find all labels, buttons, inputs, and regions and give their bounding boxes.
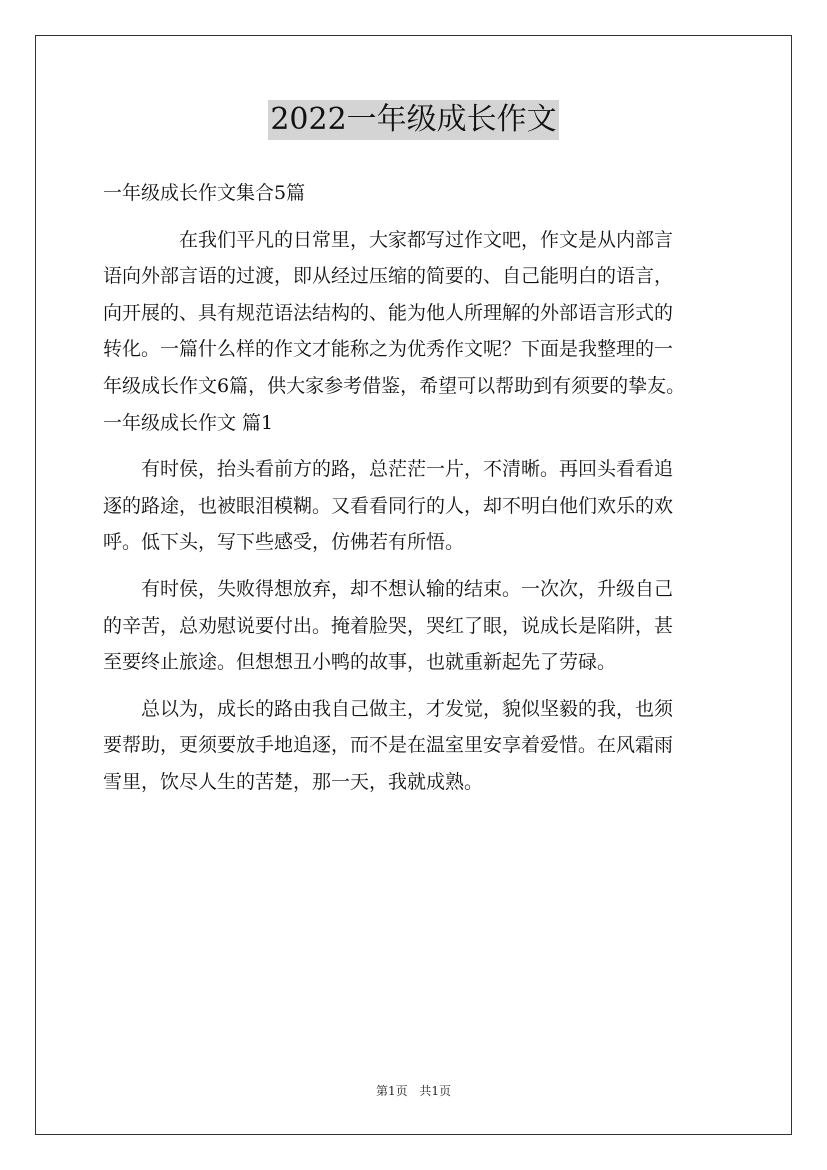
paragraph-3 <box>103 691 733 801</box>
text-line: 年级成长作文6篇，供大家参考借鉴，希望可以帮助到有须要的挚友。 <box>103 374 686 397</box>
text-line: 要帮助，更须要放手地追逐，而不是在温室里安享着爱惜。在风霜雨 <box>103 734 674 757</box>
text-line: 雪里，饮尽人生的苦楚，那一天，我就成熟。 <box>103 770 484 793</box>
text-line: 有时侯，抬头看前方的路，总茫茫一片，不清晰。再回头看看追 <box>103 458 674 481</box>
section-heading: 一年级成长作文 篇1 <box>103 411 274 434</box>
text-line: 总以为，成长的路由我自己做主，才发觉，貌似坚毅的我，也须 <box>103 697 674 720</box>
title-container <box>0 100 827 140</box>
document-title: 2022一年级成长作文 <box>268 100 558 140</box>
text-line: 向开展的、具有规范语法结构的、能为他人所理解的外部语言形式的 <box>103 301 674 324</box>
text-line: 逐的路途，也被眼泪模糊。又看看同行的人，却不明白他们欢乐的欢 <box>103 494 674 517</box>
text-line: 至要终止旅途。但想想丑小鸭的故事，也就重新起先了劳碌。 <box>103 651 617 674</box>
text-line: 有时侯，失败得想放弃，却不想认输的结束。一次次，升级自己 <box>103 577 674 600</box>
document-subtitle: 一年级成长作文集合5篇 <box>103 182 306 204</box>
paragraph-2 <box>103 571 733 681</box>
page-total: 共1页 <box>419 1084 452 1098</box>
text-line: 语向外部言语的过渡，即从经过压缩的简要的、自己能明白的语言， <box>103 265 674 288</box>
page-footer <box>0 1082 827 1099</box>
document-body <box>103 175 733 801</box>
intro-paragraph <box>103 222 733 405</box>
text-line: 呼。低下头，写下些感受，仿佛若有所悟。 <box>103 531 465 554</box>
text-line: 在我们平凡的日常里，大家都写过作文吧，作文是从内部言 <box>103 228 674 251</box>
paragraph-1 <box>103 451 733 561</box>
text-line: 的辛苦，总劝慰说要付出。掩着脸哭，哭红了眼，说成长是陷阱，甚 <box>103 614 674 637</box>
page-number: 第1页 <box>375 1084 408 1098</box>
text-line: 转化。一篇什么样的作文才能称之为优秀作文呢？下面是我整理的一 <box>103 338 674 361</box>
